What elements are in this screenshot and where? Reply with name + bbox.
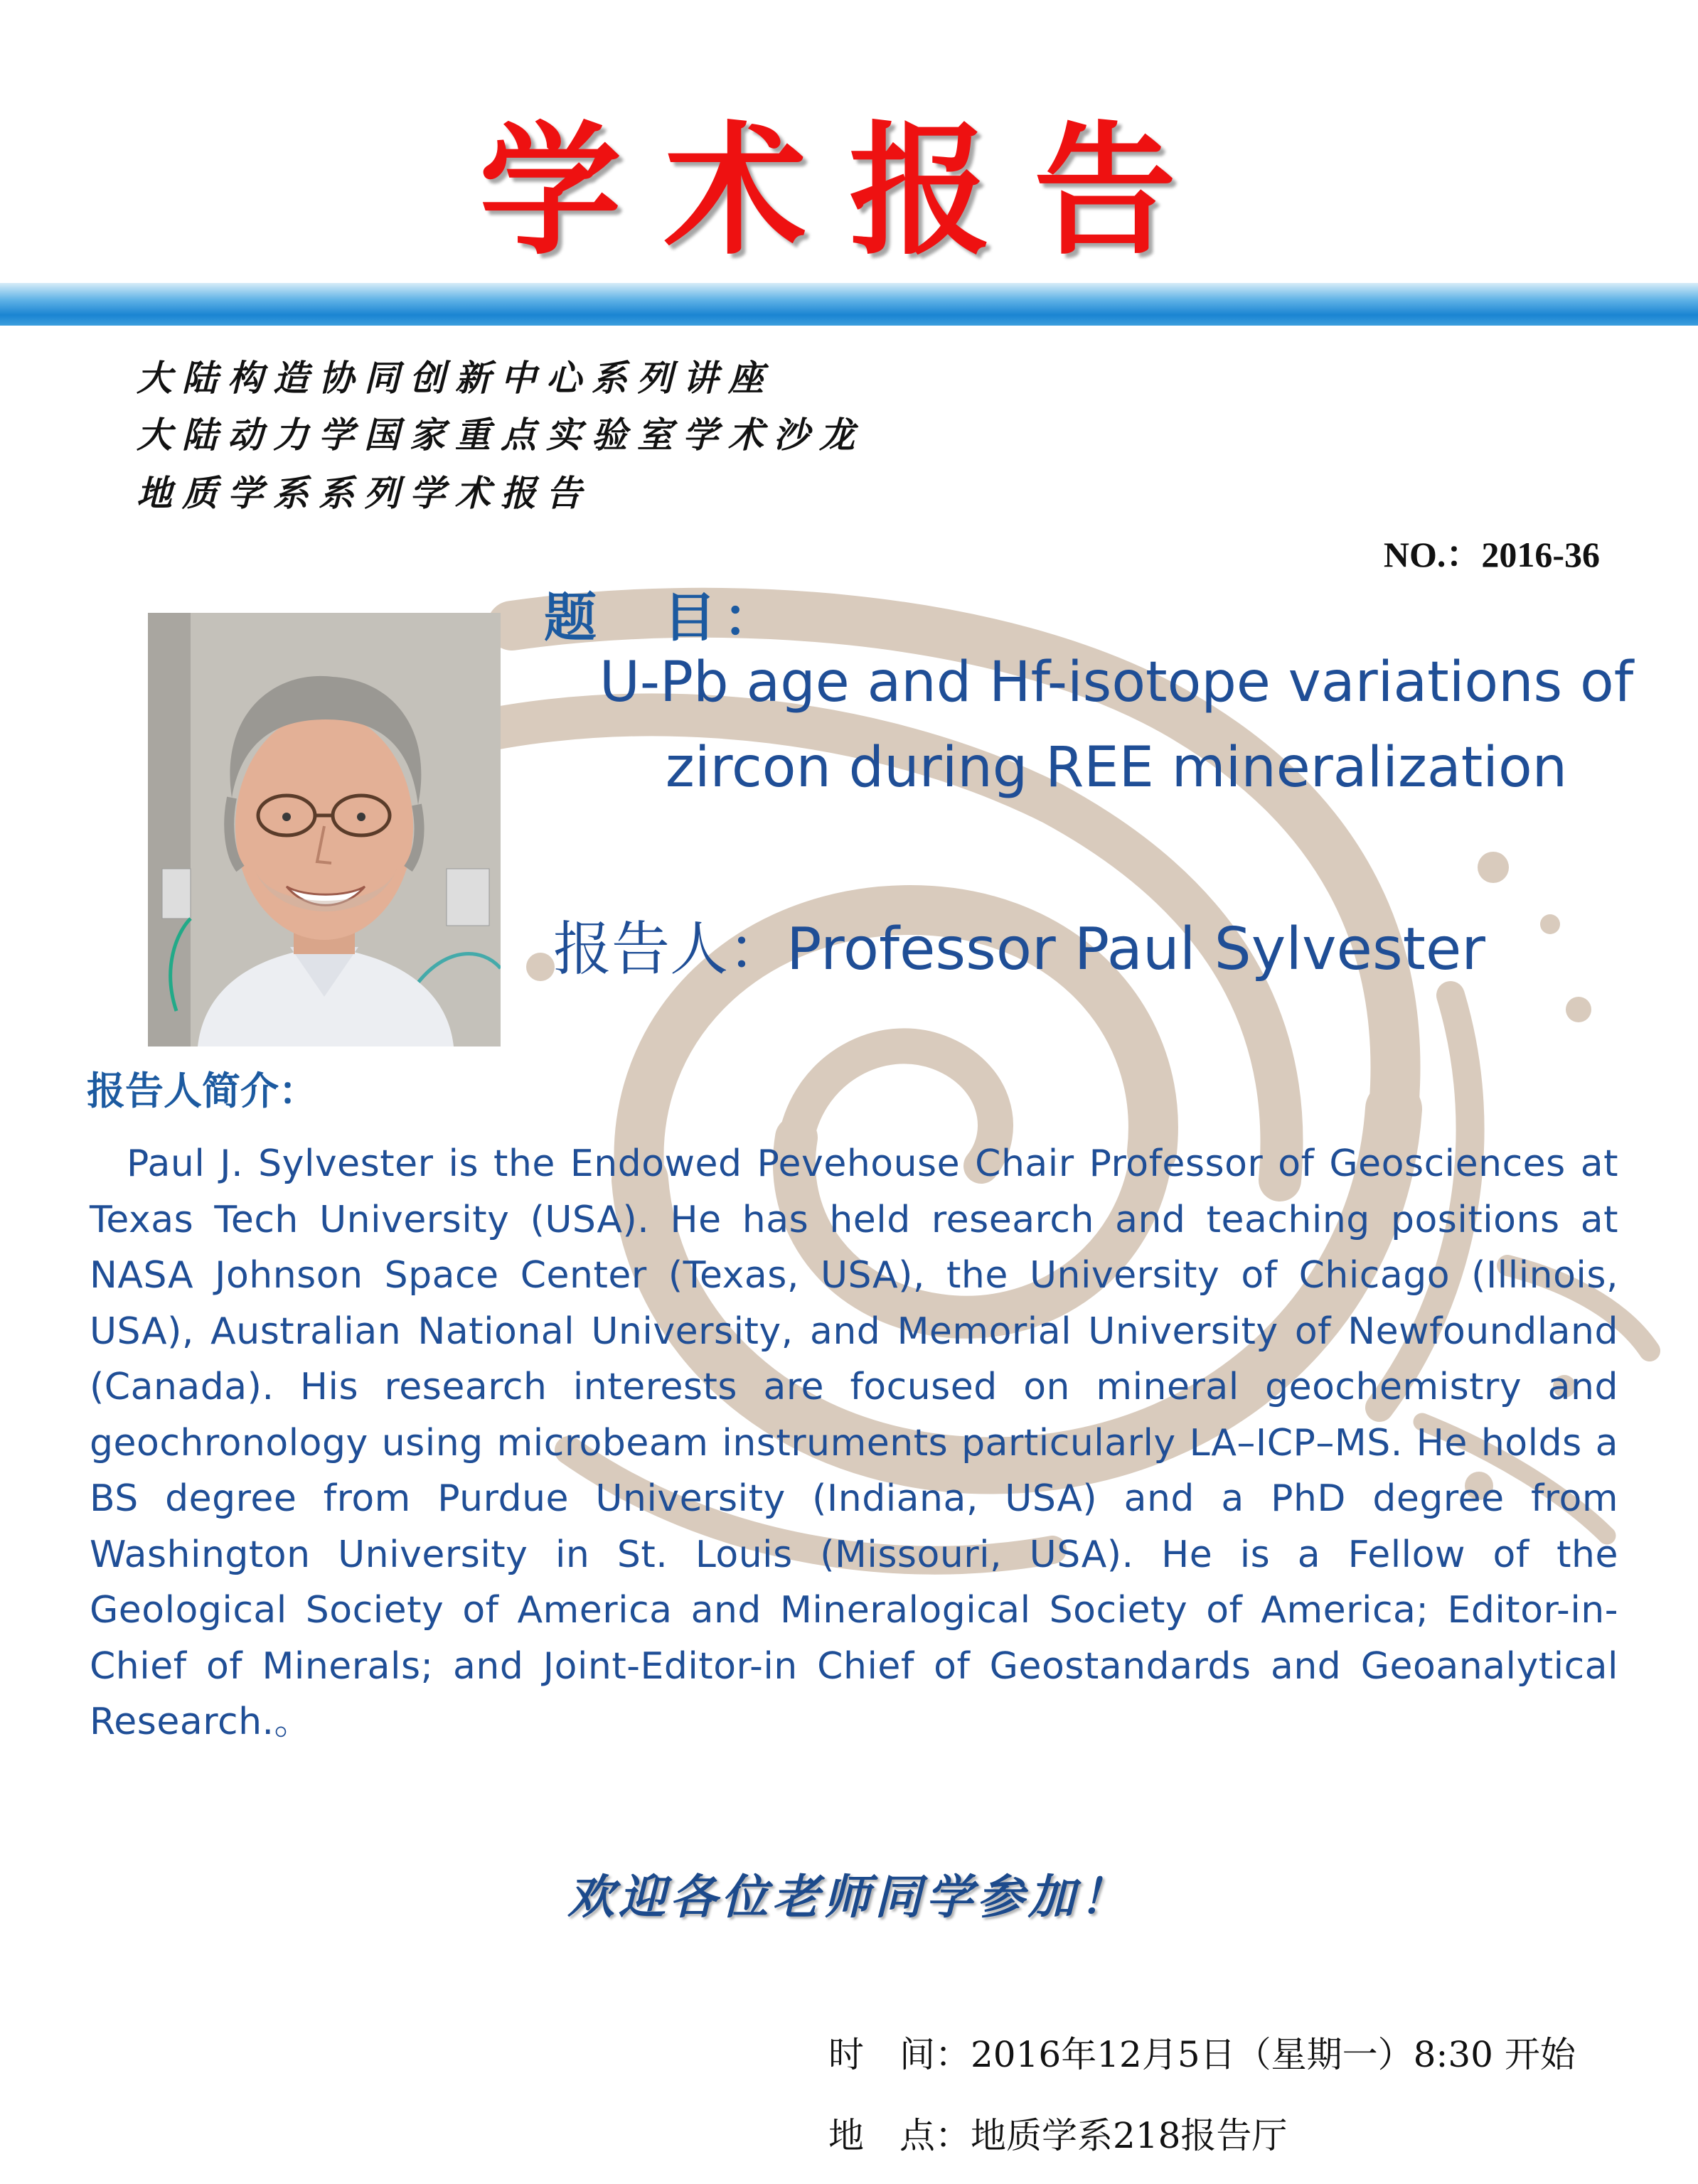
- topic-title: [540, 640, 1692, 810]
- topic-line-1: U-Pb age and Hf-isotope variations of: [599, 651, 1634, 714]
- topic-label: 题 目：: [544, 587, 783, 648]
- page-title: 学术报告: [479, 109, 1219, 274]
- bio-text: Paul J. Sylvester is the Endowed Pevehouse Chair Professor of Geosciences at Texas Tech University (USA). He has held research and teaching positions at NASA Johnson Space Center (Texas, USA), the University of Chicago (Illinois, USA), Australian National University, and Memorial University of Newfoundland (Canada). His research interests are focused on mineral geochemistry and geochronology using microbeam instruments particularly LA–ICP–MS. He holds a BS degree from Purdue University (Indiana, USA) and a PhD degree from Washington University in St. Louis (Missouri, USA). He is a Fellow of the Geological Society of America and Mineralogical Society of America; Editor-in-Chief of Minerals; and Joint-Editor-in Chief of Geostandards and Geoanalytical Research.。: [90, 1142, 1618, 1743]
- report-number: NO.：2016-36: [1383, 535, 1600, 574]
- series-line-2: 大陆动力学国家重点实验室学术沙龙: [137, 414, 865, 456]
- portrait-photo-icon: [148, 613, 501, 1046]
- welcome-message: 欢迎各位老师同学参加！: [567, 1870, 1131, 1925]
- speaker-line: [553, 903, 1485, 986]
- event-time: 时 间：2016年12月5日（星期一）8:30 开始: [828, 2034, 1576, 2075]
- series-line-3: 地质学系系列学术报告: [137, 472, 592, 514]
- topic-line-2: zircon during REE mineralization: [665, 736, 1568, 800]
- header-band: [0, 283, 1698, 326]
- speaker-photo: [148, 613, 501, 1046]
- speaker-name: Professor Paul Sylvester: [786, 916, 1486, 983]
- series-line-1: 大陆构造协同创新中心系列讲座: [137, 357, 774, 399]
- bio-heading: 报告人简介：: [87, 1069, 317, 1113]
- event-place: 地 点：地质学系218报告厅: [828, 2115, 1288, 2156]
- speaker-label: 报告人：: [553, 916, 787, 983]
